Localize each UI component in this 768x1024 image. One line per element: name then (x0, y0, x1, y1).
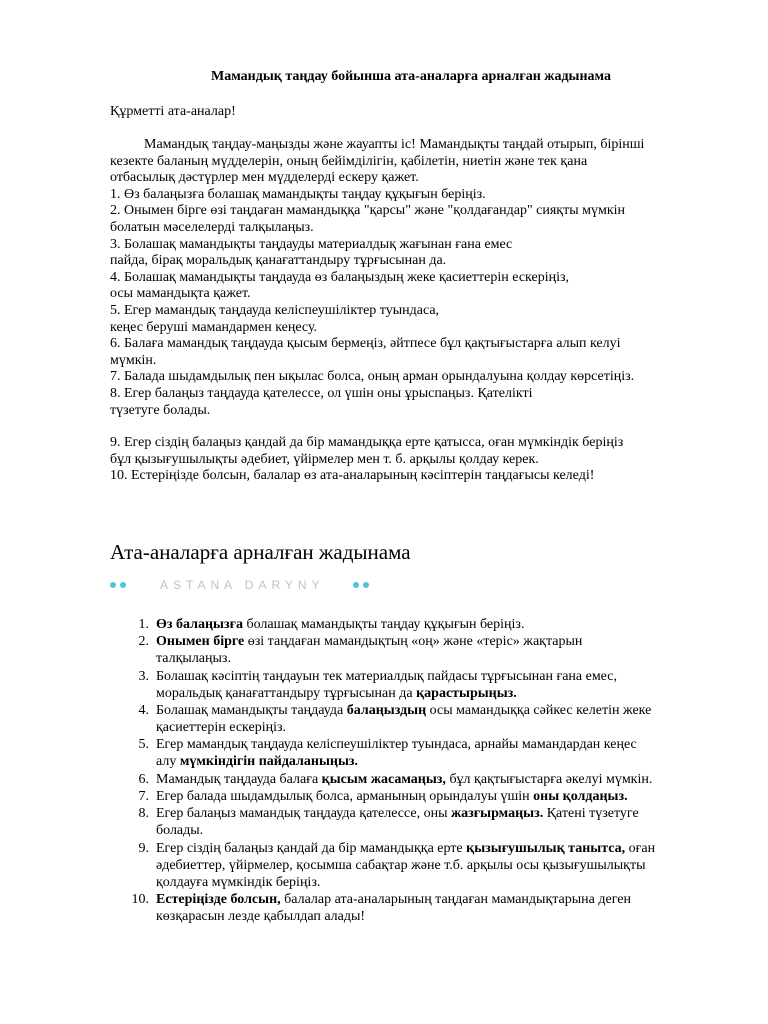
advice-line: болатын мәселелерді талқылаңыз. (110, 219, 314, 235)
list-item (110, 634, 730, 668)
list-item (110, 617, 730, 634)
emphasis-text: Естеріңізде болсын, (156, 892, 281, 907)
list-item (110, 789, 730, 806)
list-number: 2. (138, 634, 149, 650)
list-item-text: Болашақ кәсіптің таңдауын тек материалдық пайдасы тұрғысынан ғана емес, моральдық қанағаттандыру тұрғысынан да қарастырыңыз. (156, 668, 617, 701)
list-number: 3. (138, 668, 149, 684)
emphasis-text: қызығушылық танытса, (466, 840, 626, 856)
advice-line: 9. Егер сіздің балаңыз қандай да бір мамандыққа ерте қатысса, оған мүмкіндік беріңіз (110, 435, 624, 451)
memo-body (110, 137, 730, 485)
brand-label: ASTANA DARYNY (160, 578, 325, 592)
list-number: 1. (138, 617, 149, 632)
list-item (110, 841, 730, 892)
advice-line: 6. Балаға мамандық таңдауда қысым бермеңіз, әйтпесе бұл қақтығыстарға алып келуі (110, 336, 621, 352)
list-item (110, 737, 730, 771)
advice-line: бұл қызығушылықты әдебиет, үйірмелер мен т. б. арқылы қолдау керек. (110, 451, 539, 467)
intro-line: отбасылық дәстүрлер мен мүдделерді ескеру қажет. (110, 170, 419, 186)
advice-line: 3. Болашақ мамандықты таңдауды материалдық жағынан ғана емес (110, 236, 513, 252)
emphasis-text: қысым жасамаңыз, (321, 771, 446, 787)
advice-list (110, 617, 730, 926)
advice-line: 7. Балада шыдамдылық пен ықылас болса, оның арман орындалуына қолдау көрсетіңіз. (110, 369, 635, 385)
list-item-text: Мамандық таңдауда балаға қысым жасамаңыз, бұл қақтығыстарға әкелуі мүмкін. (156, 771, 653, 787)
list-item-text: Егер мамандық таңдауда келіспеушіліктер туындаса, арнайы мамандардан кеңес алу мүмкіндігін пайдаланыңыз. (156, 737, 637, 770)
emphasis-text: жазғырмаңыз. (451, 806, 544, 822)
advice-line: 5. Егер мамандық таңдауда келіспеушіліктер туындаса, (110, 302, 440, 318)
intro-line: кезекте баланың мүдделерін, оның бейімділігін, қабілетін, ниетін және тек қана (110, 153, 588, 169)
advice-line: 10. Естеріңізде болсын, балалар өз ата-аналарының кәсіптерін таңдағысы келеді! (110, 468, 595, 484)
list-item-text: Егер балада шыдамдылық болса, арманының орындалуы үшін оны қолдаңыз. (156, 789, 628, 805)
emphasis-text: оны қолдаңыз. (533, 789, 628, 805)
list-number: 10. (131, 892, 149, 907)
advice-line: 2. Онымен бірге өзі таңдаған мамандыққа "қарсы" және "қолдағандар" сияқты мүмкін (110, 203, 626, 219)
list-item-text: Егер сіздің балаңыз қандай да бір мамандыққа ерте қызығушылық танытса, оған әдебиеттер, үйірмелер, қосымша сабақтар және т.б. арқылы осы қызығушылықты қолдауға мүмкіндік беріңіз. (156, 840, 656, 890)
advice-line: пайда, бірақ моральдық қанағаттандыру тұрғысынан да. (110, 253, 447, 269)
list-number: 5. (138, 737, 149, 753)
list-item (110, 703, 730, 737)
list-item-text: Өз балаңызға болашақ мамандықты таңдау құқығын беріңіз. (156, 617, 525, 632)
list-item-text: Егер балаңыз мамандық таңдауда қателессе, оны жазғырмаңыз. Қатені түзетуге болады. (156, 806, 639, 839)
emphasis-text: мүмкіндігін пайдаланыңыз. (179, 754, 359, 770)
brand-divider (110, 576, 369, 594)
emphasis-text: балаңыздың (346, 703, 427, 719)
greeting: Құрметті ата-аналар! (110, 104, 236, 119)
page-title: Мамандық таңдау бойынша ата-аналарға арналған жадынама (211, 69, 611, 84)
advice-line: осы мамандықта қажет. (110, 286, 251, 302)
list-number: 4. (138, 703, 149, 719)
list-number: 8. (138, 806, 149, 822)
advice-line: кеңес беруші мамандармен кеңесу. (110, 319, 318, 335)
advice-line: 4. Болашақ мамандықты таңдауда өз балаңыздың жеке қасиеттерін ескеріңіз, (110, 269, 569, 285)
list-number: 6. (138, 771, 149, 787)
emphasis-text: Өз балаңызға (156, 617, 243, 632)
advice-line: мүмкін. (110, 352, 157, 368)
list-item (110, 772, 730, 789)
list-item-text: Естеріңізде болсын, балалар ата-аналарының таңдаған мамандықтарына деген көзқарасын лезде қабылдап алады! (156, 892, 631, 924)
advice-line: 1. Өз балаңызға болашақ мамандықты таңдау құқығын беріңіз. (110, 186, 486, 202)
intro-line: Мамандық таңдау-маңызды және жауапты іс! Мамандықты таңдай отырып, бірінші (144, 137, 645, 152)
dots-right-icon (353, 582, 369, 588)
list-item-text: Болашақ мамандықты таңдауда балаңыздың осы мамандыққа сәйкес келетін жеке қасиеттерін ескеріңіз. (156, 703, 652, 735)
dots-left-icon (110, 582, 126, 588)
list-item-text: Онымен бірге өзі таңдаған мамандықтың «оң» және «теріс» жақтарын талқылаңыз. (156, 634, 583, 667)
list-item (110, 806, 730, 840)
list-item (110, 892, 730, 926)
advice-line: 8. Егер балаңыз таңдауда қателессе, ол үшін оны ұрыспаңыз. Қателікті (110, 385, 533, 401)
list-number: 7. (138, 789, 149, 805)
advice-line: түзетуге болады. (110, 402, 211, 418)
list-number: 9. (138, 840, 149, 856)
section-heading: Ата-аналарға арналған жадынама (110, 540, 411, 564)
emphasis-text: Онымен бірге (156, 634, 245, 650)
emphasis-text: қарастырыңыз. (416, 685, 517, 701)
list-item (110, 669, 730, 703)
